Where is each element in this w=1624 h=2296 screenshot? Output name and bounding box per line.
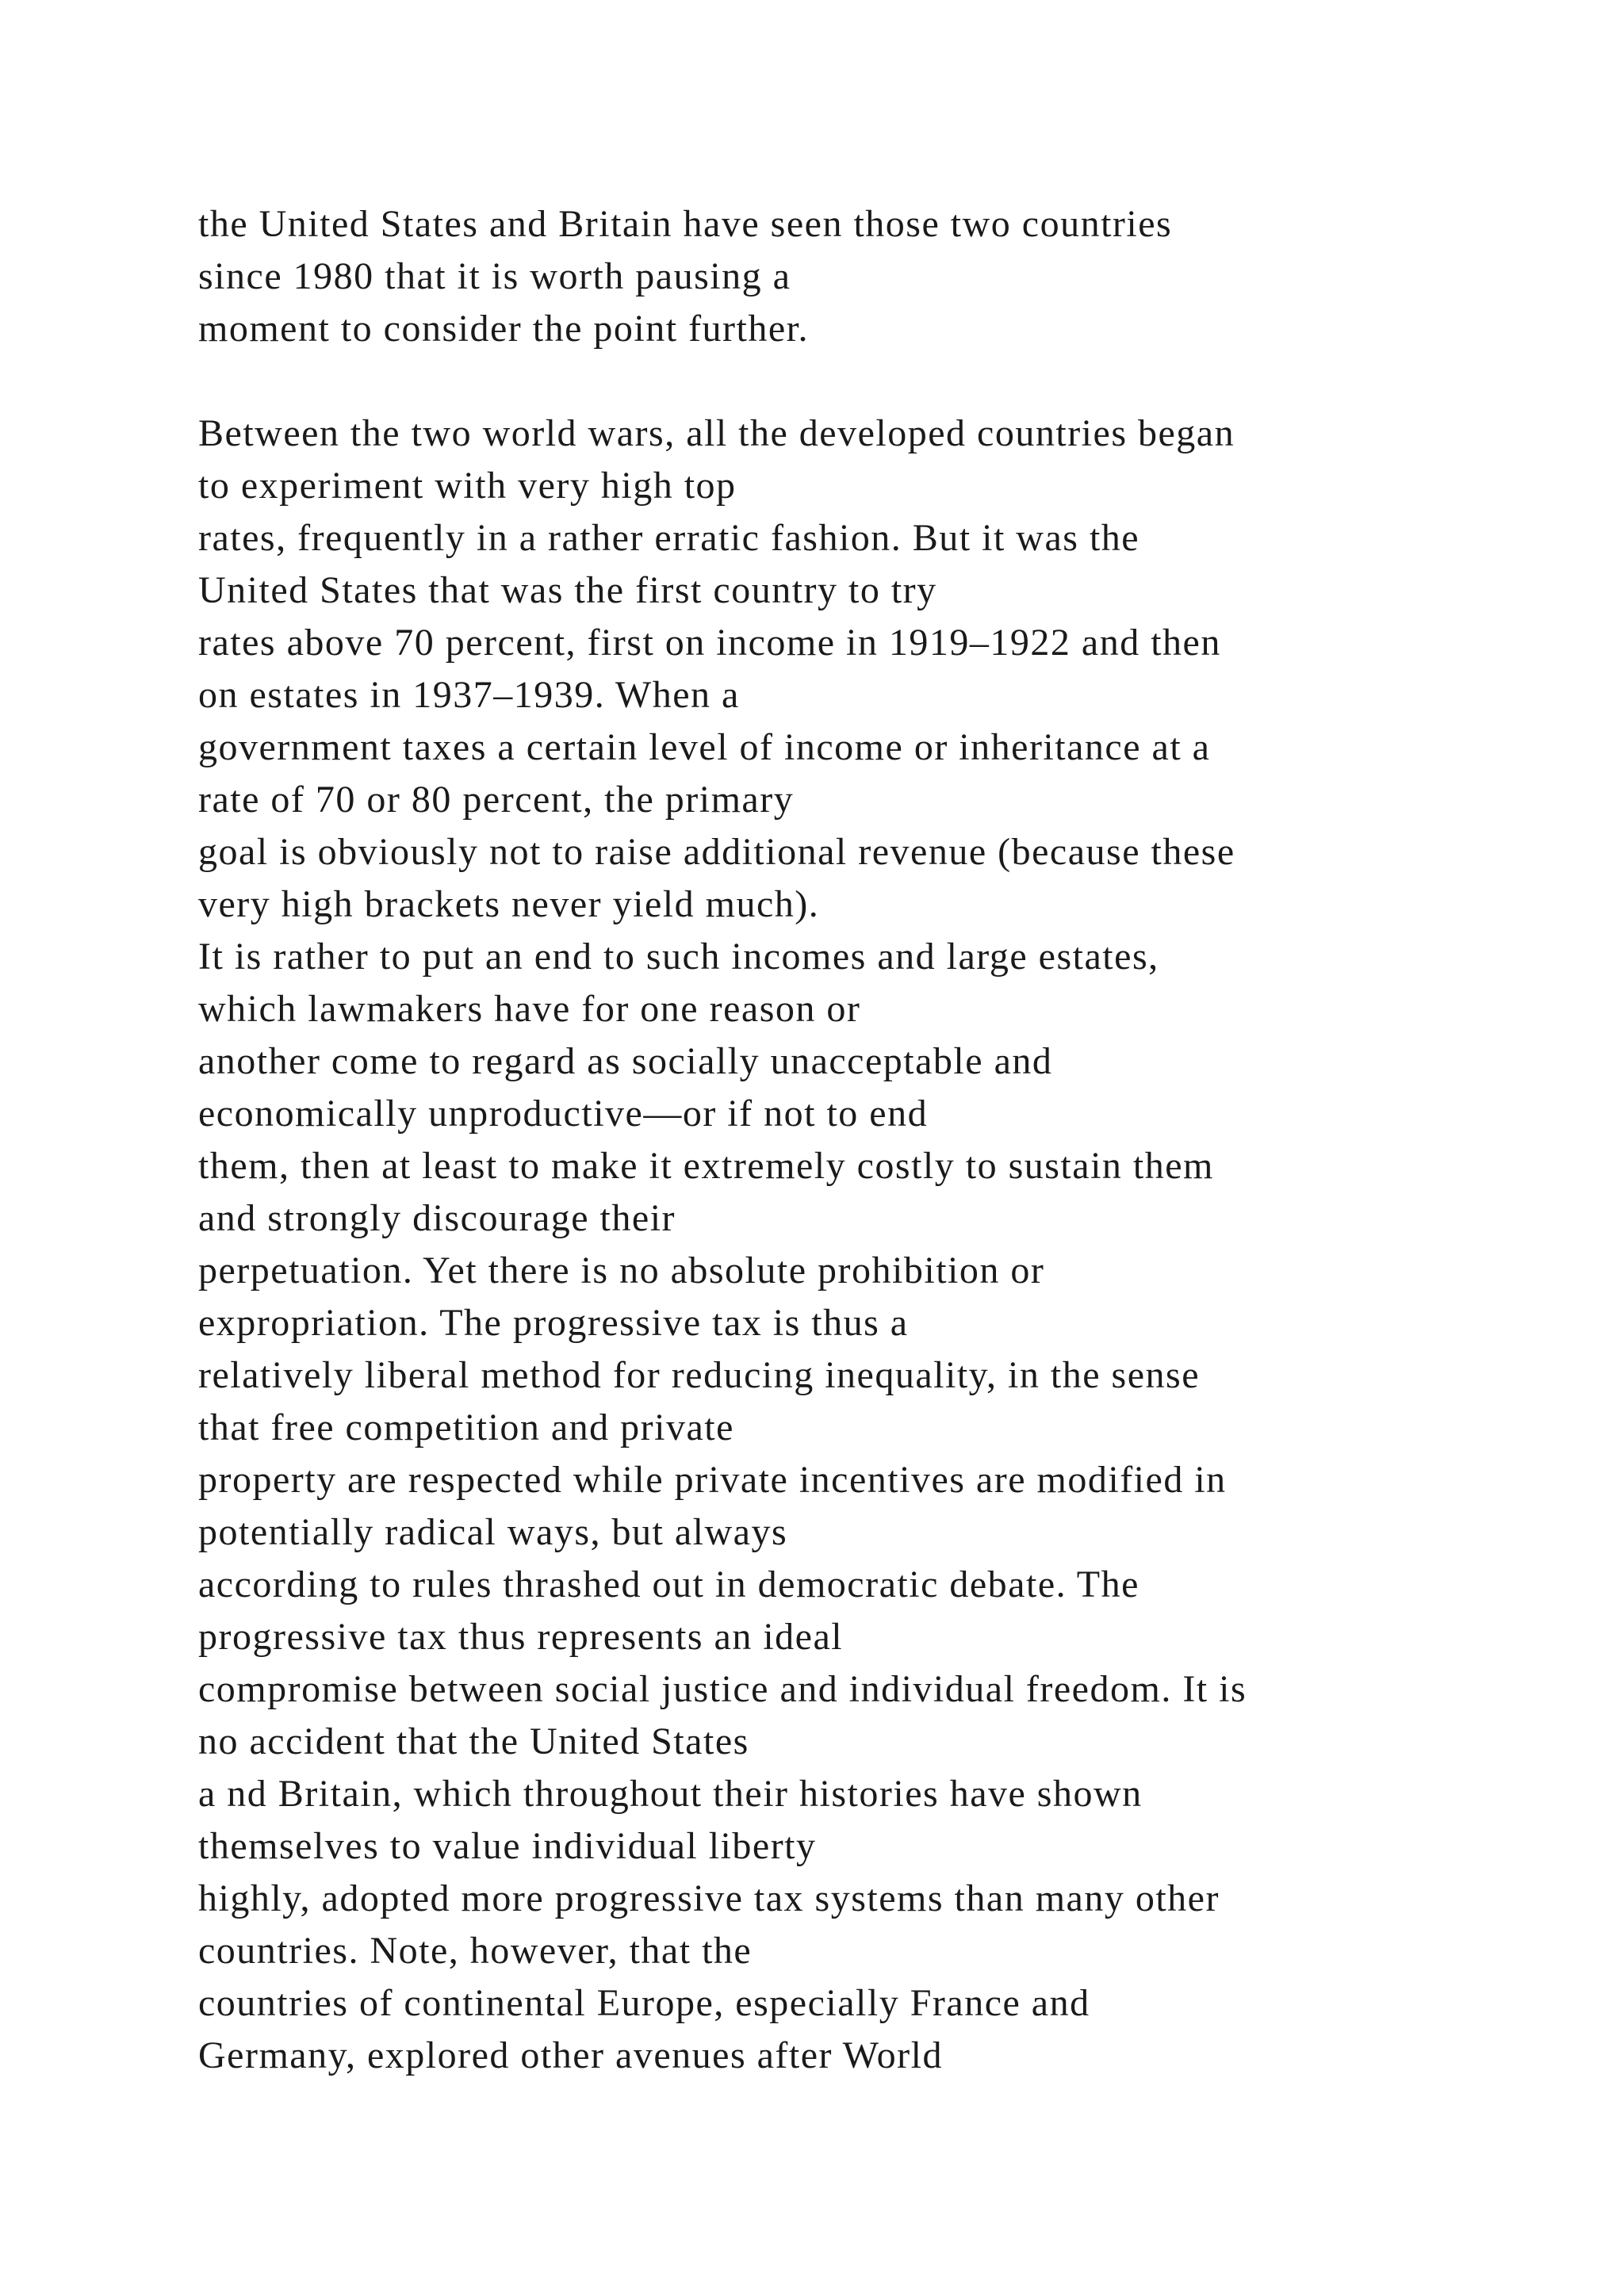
text-line: them, then at least to make it extremely costly to sustain them xyxy=(198,1145,1214,1187)
text-line: a nd Britain, which throughout their histories have shown xyxy=(198,1773,1143,1815)
text-line: potentially radical ways, but always xyxy=(198,1511,788,1553)
document-text xyxy=(198,198,1546,2082)
text-line: since 1980 that it is worth pausing a xyxy=(198,255,791,297)
text-line: Between the two world wars, all the developed countries began xyxy=(198,412,1235,454)
text-line: that free competition and private xyxy=(198,1406,734,1448)
text-line: according to rules thrashed out in democratic debate. The xyxy=(198,1563,1139,1605)
text-line: countries of continental Europe, especially France and xyxy=(198,1982,1090,2024)
text-line: relatively liberal method for reducing inequality, in the sense xyxy=(198,1354,1200,1396)
text-line: progressive tax thus represents an ideal xyxy=(198,1616,844,1658)
text-line: no accident that the United States xyxy=(198,1720,749,1762)
text-line: rates, frequently in a rather erratic fashion. But it was the xyxy=(198,517,1140,559)
text-line: and strongly discourage their xyxy=(198,1197,676,1239)
text-line: which lawmakers have for one reason or xyxy=(198,988,861,1030)
text-line: property are respected while private incentives are modified in xyxy=(198,1459,1227,1501)
text-line: highly, adopted more progressive tax systems than many other xyxy=(198,1877,1220,1919)
text-line: moment to consider the point further. xyxy=(198,308,810,350)
text-line: very high brackets never yield much). xyxy=(198,883,820,925)
text-line: expropriation. The progressive tax is thus a xyxy=(198,1302,909,1344)
paragraph-break xyxy=(198,355,1546,408)
text-line: the United States and Britain have seen those two countries xyxy=(198,203,1173,245)
text-line: rates above 70 percent, first on income in 1919–1922 and then xyxy=(198,622,1221,664)
paragraph xyxy=(198,408,1546,2082)
text-line: compromise between social justice and individual freedom. It is xyxy=(198,1668,1247,1710)
paragraph xyxy=(198,198,1546,355)
text-line: on estates in 1937–1939. When a xyxy=(198,674,740,716)
text-line: rate of 70 or 80 percent, the primary xyxy=(198,779,795,821)
text-line: Germany, explored other avenues after World xyxy=(198,2034,943,2076)
text-line: goal is obviously not to raise additional revenue (because these xyxy=(198,831,1235,873)
text-line: countries. Note, however, that the xyxy=(198,1930,753,1972)
text-line: themselves to value individual liberty xyxy=(198,1825,817,1867)
text-line: economically unproductive—or if not to end xyxy=(198,1093,929,1135)
text-line: government taxes a certain level of income or inheritance at a xyxy=(198,726,1211,768)
text-line: another come to regard as socially unacceptable and xyxy=(198,1040,1053,1082)
text-line: to experiment with very high top xyxy=(198,465,737,507)
text-line: United States that was the first country to try xyxy=(198,569,937,611)
text-line: perpetuation. Yet there is no absolute prohibition or xyxy=(198,1249,1045,1292)
text-line: It is rather to put an end to such incomes and large estates, xyxy=(198,936,1159,978)
